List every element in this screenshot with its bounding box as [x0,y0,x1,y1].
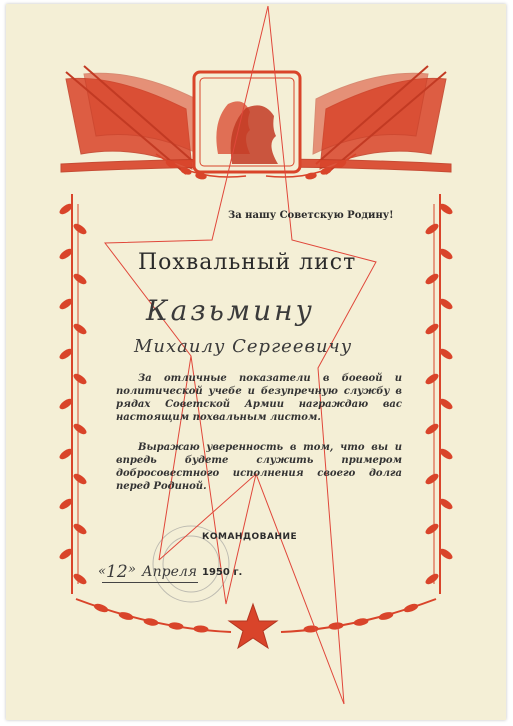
date-quote-open: « [98,564,106,579]
date-year: 1950 г. [202,567,243,578]
certificate-title: Похвальный лист [138,250,357,275]
issue-date [98,562,278,586]
date-underline [102,582,198,583]
ornament-layer [6,4,506,720]
signature-label: КОМАНДОВАНИЕ [202,532,298,542]
portrait-medallion [194,72,300,172]
right-laurel-border [425,194,454,594]
date-day: 12 [106,562,128,582]
date-month: Апреля [142,564,198,580]
commendation-paragraph: За отличные показатели в боевой и политической учебе и безупречную службу в рядах Советской Армии награждаю вас настоящим похвальным листом. [116,373,402,423]
confidence-paragraph: Выражаю уверенность в том, что вы и впредь будете служить примером добросовестного исполнения своего долга перед Родиной. [116,442,402,492]
red-star-icon [229,604,277,648]
date-quote-close: » [128,562,136,577]
slogan: За нашу Советскую Родину! [228,210,394,221]
certificate-paper [6,4,506,720]
left-laurel-border [59,194,88,594]
recipient-surname: Казьмину [146,294,315,327]
recipient-given-names: Михаилу Сергеевичу [134,336,353,357]
